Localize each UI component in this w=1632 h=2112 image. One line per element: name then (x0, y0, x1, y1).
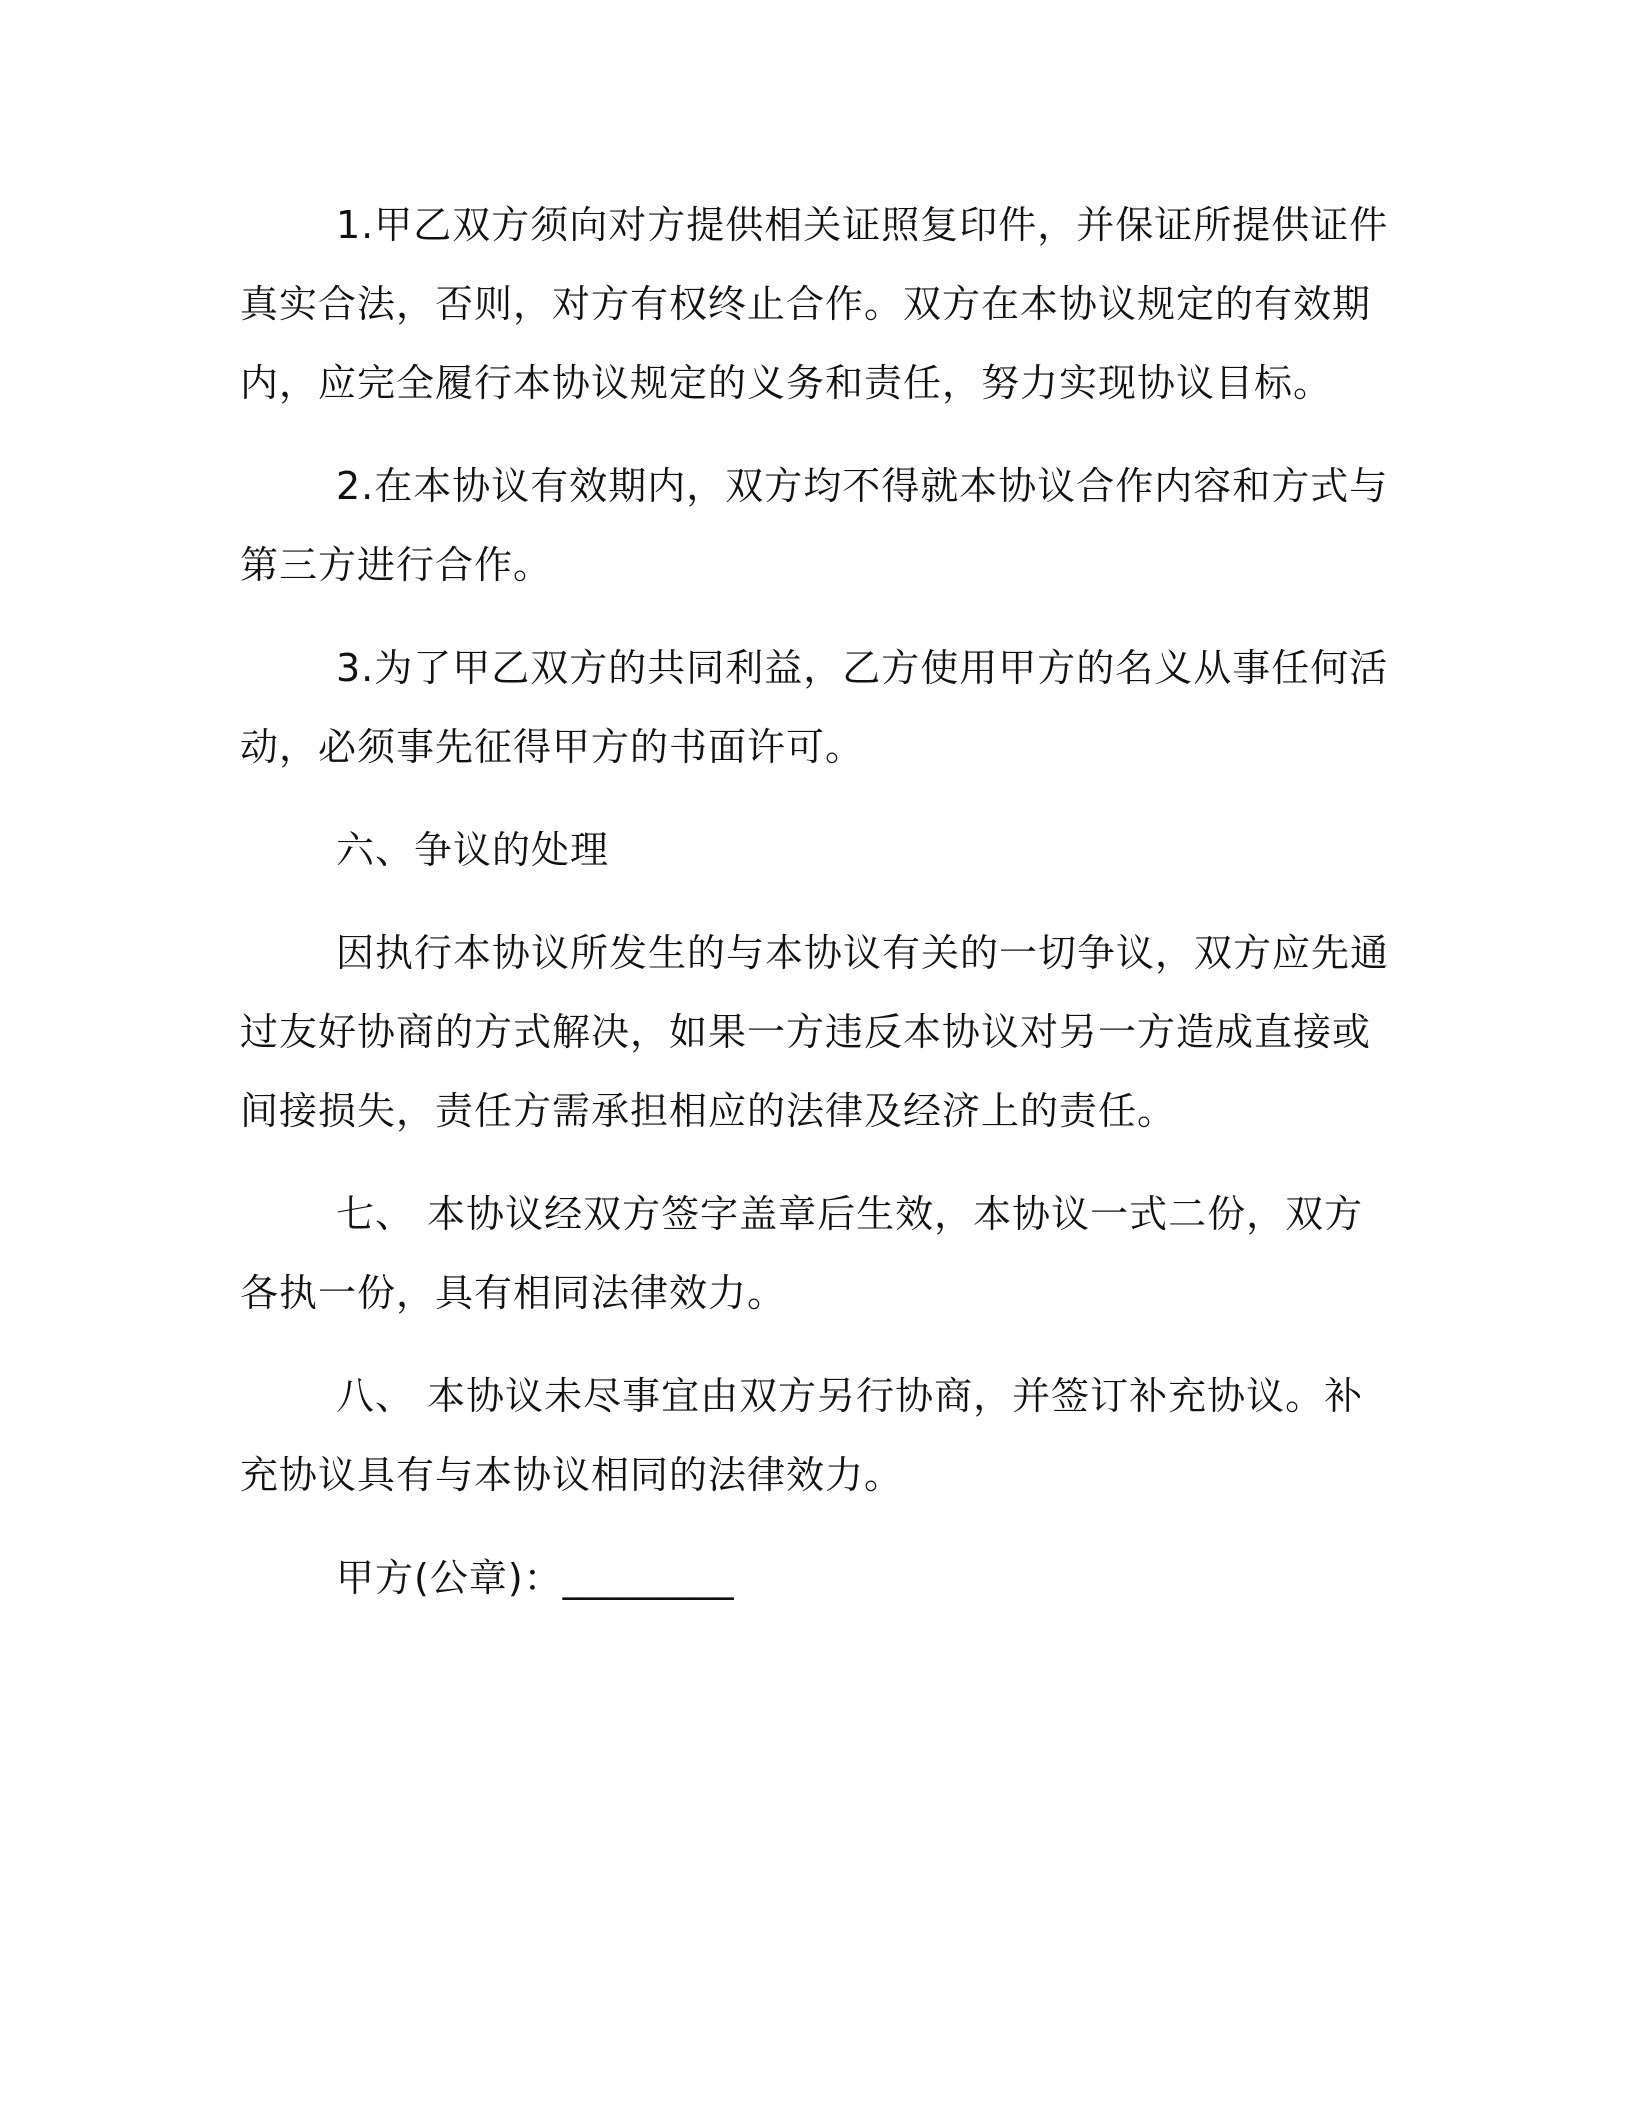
clause-5-3: 3.为了甲乙双方的共同利益，乙方使用甲方的名义从事任何活动，必须事先征得甲方的书面许可。 (240, 646, 1389, 769)
party-a-signature-blank: _________ (562, 1556, 734, 1600)
section-6-body: 因执行本协议所发生的与本协议有关的一切争议，双方应先通过友好协商的方式解决，如果一方违反本协议对另一方造成直接或间接损失，责任方需承担相应的法律及经济上的责任。 (240, 931, 1390, 1133)
section-8: 八、 本协议未尽事宜由双方另行协商，并签订补充协议。补充协议具有与本协议相同的法律效力。 (240, 1374, 1364, 1497)
clause-5-2: 2.在本协议有效期内，双方均不得就本协议合作内容和方式与第三方进行合作。 (240, 464, 1389, 587)
section-7: 七、 本协议经双方签字盖章后生效，本协议一式二份，双方各执一份，具有相同法律效力。 (240, 1192, 1364, 1315)
clause-5-1: 1.甲乙双方须向对方提供相关证照复印件，并保证所提供证件真实合法，否则，对方有权终止合作。双方在本协议规定的有效期内，应完全履行本协议规定的义务和责任，努力实现协议目标。 (240, 203, 1389, 405)
party-a-signature (240, 1539, 1392, 1618)
party-a-signature-label: 甲方(公章)： (336, 1556, 563, 1600)
document-content (240, 186, 1392, 1642)
section-6-heading: 六、争议的处理 (336, 828, 610, 872)
